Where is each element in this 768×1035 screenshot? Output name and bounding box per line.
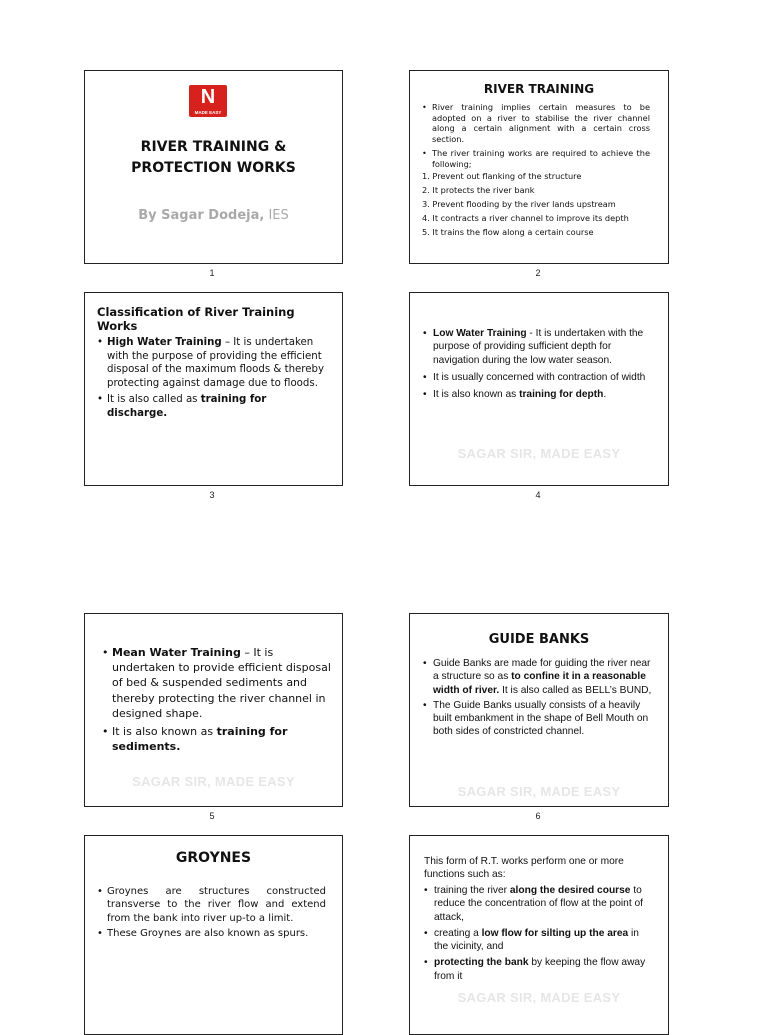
bold-term: protecting the bank [434,957,529,969]
slide-2-title: RIVER TRAINING [483,82,595,96]
slide-7 [84,835,343,1035]
bold-term: to confine it in a reasonable width of river. [433,671,646,696]
slide-4-bullets [423,327,654,401]
author-line [85,208,342,223]
bullet-text-end: in the vicinity, and [434,927,639,953]
list-item [102,724,332,754]
slide-4 [409,292,669,486]
bullet-text: – It is undertaken with the purpose of providing the efficient disposal of the maximum floods & thereby protecting against damage due to floods. [107,337,325,389]
bold-term: low flow for silting up the area [481,927,629,939]
list-item [424,884,654,924]
slide-3-bullets [97,336,326,421]
title-line-1: RIVER TRAINING & [140,139,287,155]
slide-7-title: GROYNES [175,850,252,866]
slide-number-1: 1 [209,268,215,278]
list-item: 4. It contracts a river channel to improve its depth [422,212,629,223]
slide-3-title: Classification of River Training Works [97,305,295,333]
slide-6-bullets [423,657,654,739]
logo-mark-icon: N [200,86,216,108]
bullet-text: It is also known as [433,389,520,401]
watermark: SAGAR SIR, MADE EASY [132,774,295,789]
list-item [102,645,332,721]
slide-5-bullets [102,645,332,754]
watermark: SAGAR SIR, MADE EASY [457,784,621,799]
logo-text: MADE EASY [194,110,222,115]
list-item [424,956,654,983]
made-easy-logo [189,85,227,117]
slide-1-title [85,137,342,179]
bold-term: Low Water Training [433,328,527,339]
bold-term: training for sediments. [112,725,288,754]
bold-term: training for discharge. [107,394,267,419]
title-line-2: PROTECTION WORKS [131,160,296,176]
bullet-text-end: to reduce the concentration of flow at the point of attack, [434,885,643,923]
slide-number-3: 3 [209,490,215,500]
bullet-text-end: by keeping the flow away from it [434,957,646,982]
list-item: • Groynes are structures constructed transverse to the river flow and extend from the bank into river up-to a limit. [97,885,326,925]
slide-number-5: 5 [209,811,215,821]
bullet-text: It is also known as [112,725,217,739]
bullet-text: The Guide Banks usually consists of a heavily built embankment in the shape of Bell Mouth on both sides of constricted channel. [433,699,649,738]
list-item: 3. Prevent flooding by the river lands upstream [422,199,616,209]
slide-2-bullets [422,102,650,169]
bullet-text: - It is undertaken with the purpose of providing sufficient depth for navigation during the low water season. [433,328,644,366]
bullet-text: – It is undertaken to provide efficient disposal of bed & suspended sediments and thereby protecting the river channel in designed shape. [112,646,331,720]
slide-1 [84,70,343,264]
bullet-text-end: . [603,389,607,401]
slide-number-6: 6 [535,811,541,821]
list-item: • These Groynes are also known as spurs. [97,927,326,940]
watermark: SAGAR SIR, MADE EASY [457,446,621,461]
list-item [423,657,654,697]
slide-8-intro: This form of R.T. works perform one or more functions such as: [424,856,624,881]
bold-term: along the desired course [509,885,631,896]
bullet-text-end: It is also called as BELL’s BUND, [499,684,652,696]
list-item: 2. It protects the river bank [422,185,535,195]
slide-number-4: 4 [535,490,541,500]
watermark: SAGAR SIR, MADE EASY [457,990,621,1005]
list-item [423,327,654,367]
slide-2 [409,70,669,264]
list-item [97,393,326,420]
bullet-text: Guide Banks are made for guiding the river near a structure so as [433,658,651,683]
list-item [97,336,326,390]
slide-8-bullets [424,884,654,983]
author-name: By Sagar Dodeja, [138,208,265,223]
bullet-text: It is also called as [107,394,201,406]
slide-3 [84,292,343,486]
slide-6 [409,613,669,807]
list-item [423,699,654,739]
bullet-text: creating a [434,927,482,939]
list-item [424,927,654,954]
list-item: • River training implies certain measures to be adopted on a river to stabilise the river channel along a certain alignment with a certain cross section. [422,102,650,144]
bold-term: High Water Training [107,337,222,348]
bold-term: training for depth [519,389,604,401]
list-item: • The river training works are required to achieve the following; [422,148,650,169]
author-suffix: IES [264,208,289,223]
slide-number-2: 2 [535,268,541,278]
slide-7-bullets [97,885,326,941]
bullet-text: It is usually concerned with contraction of width [433,371,646,383]
slide-2-numbered-list [422,171,650,237]
bold-term: Mean Water Training [112,646,241,659]
bullet-text: training the river [434,885,510,896]
slide-5 [84,613,343,807]
list-item [423,388,654,401]
slide-6-title: GUIDE BANKS [488,632,590,647]
list-item: 1. Prevent out flanking of the structure [422,171,582,181]
list-item [423,371,654,384]
list-item: 5. It trains the flow along a certain course [422,226,594,237]
slide-8 [409,835,669,1035]
